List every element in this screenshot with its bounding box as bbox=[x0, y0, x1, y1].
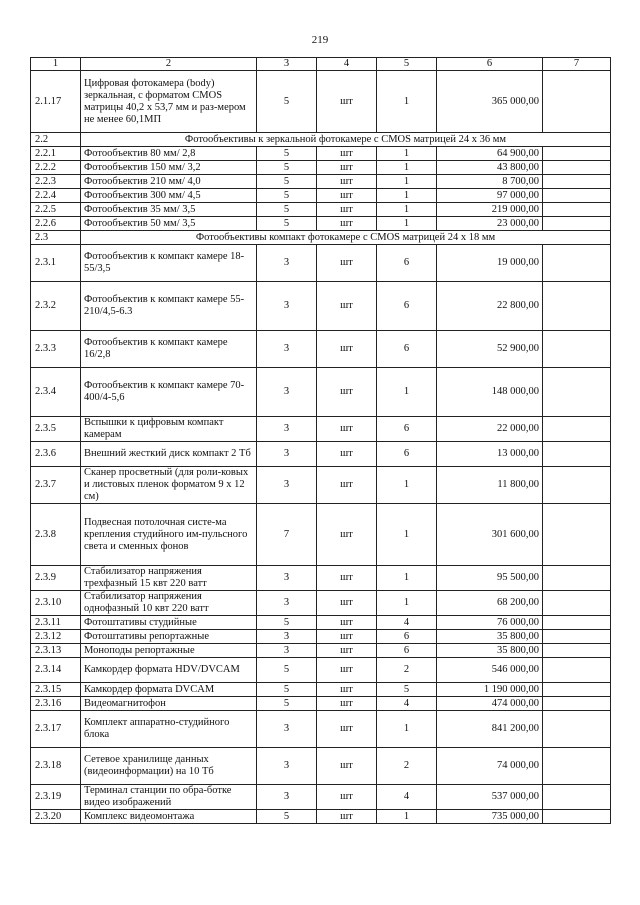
item-name: Видеомагнитофон bbox=[81, 697, 257, 711]
item-qty: 7 bbox=[257, 504, 317, 566]
table-row bbox=[31, 203, 611, 217]
item-unit: шт bbox=[317, 282, 377, 331]
item-extra bbox=[543, 71, 611, 133]
table-row bbox=[31, 697, 611, 711]
item-qty: 3 bbox=[257, 748, 317, 785]
column-header: 6 bbox=[437, 58, 543, 71]
item-name: Вспышки к цифровым компакт камерам bbox=[81, 417, 257, 442]
item-number: 2.2.1 bbox=[31, 147, 81, 161]
table-row bbox=[31, 616, 611, 630]
table-row bbox=[31, 467, 611, 504]
item-qty: 5 bbox=[257, 203, 317, 217]
table-row bbox=[31, 566, 611, 591]
item-count: 1 bbox=[377, 203, 437, 217]
item-price: 95 500,00 bbox=[437, 566, 543, 591]
item-unit: шт bbox=[317, 189, 377, 203]
item-count: 4 bbox=[377, 697, 437, 711]
item-count: 6 bbox=[377, 417, 437, 442]
table-row bbox=[31, 630, 611, 644]
item-number: 2.2.4 bbox=[31, 189, 81, 203]
item-unit: шт bbox=[317, 245, 377, 282]
item-qty: 5 bbox=[257, 658, 317, 683]
item-price: 735 000,00 bbox=[437, 810, 543, 824]
table-row bbox=[31, 658, 611, 683]
section-row bbox=[31, 133, 611, 147]
item-name: Комплекс видеомонтажа bbox=[81, 810, 257, 824]
item-price: 365 000,00 bbox=[437, 71, 543, 133]
item-unit: шт bbox=[317, 217, 377, 231]
item-unit: шт bbox=[317, 810, 377, 824]
item-number: 2.3.1 bbox=[31, 245, 81, 282]
item-number: 2.1.17 bbox=[31, 71, 81, 133]
item-count: 6 bbox=[377, 442, 437, 467]
item-count: 5 bbox=[377, 683, 437, 697]
item-count: 2 bbox=[377, 658, 437, 683]
item-unit: шт bbox=[317, 785, 377, 810]
item-number: 2.3.13 bbox=[31, 644, 81, 658]
item-qty: 5 bbox=[257, 616, 317, 630]
item-name: Фотообъектив к компакт камере 16/2,8 bbox=[81, 331, 257, 368]
item-count: 4 bbox=[377, 785, 437, 810]
item-unit: шт bbox=[317, 683, 377, 697]
item-price: 43 800,00 bbox=[437, 161, 543, 175]
item-name: Фотообъектив 300 мм/ 4,5 bbox=[81, 189, 257, 203]
item-name: Фотообъектив к компакт камере 55-210/4,5-6.3 bbox=[81, 282, 257, 331]
item-count: 4 bbox=[377, 616, 437, 630]
item-extra bbox=[543, 442, 611, 467]
column-header: 1 bbox=[31, 58, 81, 71]
item-name: Комплект аппаратно-студийного блока bbox=[81, 711, 257, 748]
item-extra bbox=[543, 203, 611, 217]
item-name: Терминал станции по обра-ботке видео изображений bbox=[81, 785, 257, 810]
item-count: 1 bbox=[377, 71, 437, 133]
item-price: 219 000,00 bbox=[437, 203, 543, 217]
item-qty: 5 bbox=[257, 147, 317, 161]
item-number: 2.3.8 bbox=[31, 504, 81, 566]
item-extra bbox=[543, 147, 611, 161]
item-price: 35 800,00 bbox=[437, 630, 543, 644]
item-extra bbox=[543, 711, 611, 748]
column-header: 5 bbox=[377, 58, 437, 71]
table-row bbox=[31, 147, 611, 161]
item-qty: 3 bbox=[257, 368, 317, 417]
item-name: Камкордер формата HDV/DVCAM bbox=[81, 658, 257, 683]
section-title: Фотообъективы к зеркальной фотокамере с CMOS матрицей 24 х 36 мм bbox=[81, 133, 611, 147]
item-name: Сканер просветный (для роли-ковых и листовых пленок форматом 9 х 12 см) bbox=[81, 467, 257, 504]
table-row bbox=[31, 442, 611, 467]
item-count: 6 bbox=[377, 331, 437, 368]
item-count: 6 bbox=[377, 245, 437, 282]
item-name: Подвесная потолочная систе-ма крепления студийного им-пульсного света и сменных фонов bbox=[81, 504, 257, 566]
table-row bbox=[31, 591, 611, 616]
item-price: 841 200,00 bbox=[437, 711, 543, 748]
item-extra bbox=[543, 467, 611, 504]
item-price: 19 000,00 bbox=[437, 245, 543, 282]
item-name: Фотообъектив 50 мм/ 3,5 bbox=[81, 217, 257, 231]
item-extra bbox=[543, 785, 611, 810]
item-price: 76 000,00 bbox=[437, 616, 543, 630]
item-extra bbox=[543, 591, 611, 616]
item-unit: шт bbox=[317, 644, 377, 658]
table-row bbox=[31, 175, 611, 189]
item-name: Фотоштативы репортажные bbox=[81, 630, 257, 644]
table-row bbox=[31, 711, 611, 748]
item-price: 22 800,00 bbox=[437, 282, 543, 331]
item-unit: шт bbox=[317, 566, 377, 591]
item-number: 2.3.18 bbox=[31, 748, 81, 785]
item-qty: 3 bbox=[257, 467, 317, 504]
column-header: 2 bbox=[81, 58, 257, 71]
table-row bbox=[31, 189, 611, 203]
item-extra bbox=[543, 245, 611, 282]
item-number: 2.2.2 bbox=[31, 161, 81, 175]
item-name: Внешний жесткий диск компакт 2 Тб bbox=[81, 442, 257, 467]
item-qty: 3 bbox=[257, 644, 317, 658]
item-price: 74 000,00 bbox=[437, 748, 543, 785]
item-price: 52 900,00 bbox=[437, 331, 543, 368]
item-unit: шт bbox=[317, 658, 377, 683]
item-price: 23 000,00 bbox=[437, 217, 543, 231]
item-number: 2.3.5 bbox=[31, 417, 81, 442]
item-qty: 3 bbox=[257, 566, 317, 591]
item-extra bbox=[543, 644, 611, 658]
table-row bbox=[31, 282, 611, 331]
item-price: 11 800,00 bbox=[437, 467, 543, 504]
table-row bbox=[31, 417, 611, 442]
item-unit: шт bbox=[317, 417, 377, 442]
item-unit: шт bbox=[317, 591, 377, 616]
item-name: Стабилизатор напряжения однофазный 10 квт 220 ватт bbox=[81, 591, 257, 616]
item-count: 1 bbox=[377, 591, 437, 616]
item-unit: шт bbox=[317, 616, 377, 630]
item-number: 2.3.7 bbox=[31, 467, 81, 504]
item-unit: шт bbox=[317, 203, 377, 217]
item-qty: 5 bbox=[257, 217, 317, 231]
item-extra bbox=[543, 566, 611, 591]
table-row bbox=[31, 644, 611, 658]
item-count: 6 bbox=[377, 630, 437, 644]
item-price: 64 900,00 bbox=[437, 147, 543, 161]
item-number: 2.3.10 bbox=[31, 591, 81, 616]
item-number: 2.3.16 bbox=[31, 697, 81, 711]
item-extra bbox=[543, 504, 611, 566]
item-unit: шт bbox=[317, 467, 377, 504]
item-qty: 5 bbox=[257, 71, 317, 133]
item-unit: шт bbox=[317, 161, 377, 175]
item-number: 2.3.14 bbox=[31, 658, 81, 683]
item-qty: 3 bbox=[257, 282, 317, 331]
item-name: Камкордер формата DVCAM bbox=[81, 683, 257, 697]
item-name: Фотообъектив к компакт камере 70-400/4-5,6 bbox=[81, 368, 257, 417]
item-unit: шт bbox=[317, 71, 377, 133]
column-header: 7 bbox=[543, 58, 611, 71]
item-price: 148 000,00 bbox=[437, 368, 543, 417]
item-count: 1 bbox=[377, 467, 437, 504]
equipment-table bbox=[30, 57, 611, 824]
table-row bbox=[31, 217, 611, 231]
item-price: 8 700,00 bbox=[437, 175, 543, 189]
item-price: 22 000,00 bbox=[437, 417, 543, 442]
item-price: 13 000,00 bbox=[437, 442, 543, 467]
section-number: 2.3 bbox=[31, 231, 81, 245]
item-unit: шт bbox=[317, 748, 377, 785]
item-count: 1 bbox=[377, 504, 437, 566]
item-count: 2 bbox=[377, 748, 437, 785]
item-qty: 3 bbox=[257, 785, 317, 810]
item-number: 2.3.19 bbox=[31, 785, 81, 810]
table-row bbox=[31, 748, 611, 785]
item-qty: 5 bbox=[257, 161, 317, 175]
item-name: Фотообъектив 150 мм/ 3,2 bbox=[81, 161, 257, 175]
item-number: 2.3.9 bbox=[31, 566, 81, 591]
item-name: Фотоштативы студийные bbox=[81, 616, 257, 630]
item-qty: 3 bbox=[257, 711, 317, 748]
item-unit: шт bbox=[317, 442, 377, 467]
item-number: 2.3.12 bbox=[31, 630, 81, 644]
item-name: Фотообъектив 80 мм/ 2,8 bbox=[81, 147, 257, 161]
item-unit: шт bbox=[317, 697, 377, 711]
item-number: 2.3.4 bbox=[31, 368, 81, 417]
item-number: 2.3.15 bbox=[31, 683, 81, 697]
item-number: 2.3.3 bbox=[31, 331, 81, 368]
table-row bbox=[31, 683, 611, 697]
item-extra bbox=[543, 161, 611, 175]
item-price: 97 000,00 bbox=[437, 189, 543, 203]
item-count: 1 bbox=[377, 161, 437, 175]
item-price: 474 000,00 bbox=[437, 697, 543, 711]
item-count: 1 bbox=[377, 810, 437, 824]
item-price: 35 800,00 bbox=[437, 644, 543, 658]
item-price: 68 200,00 bbox=[437, 591, 543, 616]
item-unit: шт bbox=[317, 175, 377, 189]
item-name: Стабилизатор напряжения трехфазный 15 квт 220 ватт bbox=[81, 566, 257, 591]
item-extra bbox=[543, 697, 611, 711]
table-row bbox=[31, 810, 611, 824]
item-count: 1 bbox=[377, 368, 437, 417]
item-count: 1 bbox=[377, 189, 437, 203]
item-extra bbox=[543, 810, 611, 824]
page-number: 219 bbox=[311, 34, 329, 46]
item-unit: шт bbox=[317, 504, 377, 566]
item-unit: шт bbox=[317, 147, 377, 161]
item-name: Фотообъектив к компакт камере 18-55/3,5 bbox=[81, 245, 257, 282]
item-count: 1 bbox=[377, 175, 437, 189]
table-row bbox=[31, 504, 611, 566]
item-name: Фотообъектив 35 мм/ 3,5 bbox=[81, 203, 257, 217]
item-name: Цифровая фотокамера (body) зеркальная, с форматом CMOS матрицы 40,2 х 53,7 мм и раз-мером не менее 60,1МП bbox=[81, 71, 257, 133]
table-row bbox=[31, 71, 611, 133]
item-qty: 3 bbox=[257, 591, 317, 616]
item-qty: 5 bbox=[257, 189, 317, 203]
item-extra bbox=[543, 616, 611, 630]
item-price: 1 190 000,00 bbox=[437, 683, 543, 697]
item-unit: шт bbox=[317, 630, 377, 644]
item-extra bbox=[543, 658, 611, 683]
item-count: 6 bbox=[377, 282, 437, 331]
item-extra bbox=[543, 683, 611, 697]
column-header: 3 bbox=[257, 58, 317, 71]
item-extra bbox=[543, 748, 611, 785]
item-unit: шт bbox=[317, 711, 377, 748]
item-extra bbox=[543, 217, 611, 231]
table-row bbox=[31, 331, 611, 368]
item-qty: 3 bbox=[257, 630, 317, 644]
item-extra bbox=[543, 189, 611, 203]
item-number: 2.2.6 bbox=[31, 217, 81, 231]
item-qty: 5 bbox=[257, 697, 317, 711]
item-number: 2.3.17 bbox=[31, 711, 81, 748]
table-row bbox=[31, 245, 611, 282]
item-qty: 3 bbox=[257, 245, 317, 282]
item-qty: 3 bbox=[257, 331, 317, 368]
item-price: 301 600,00 bbox=[437, 504, 543, 566]
item-qty: 5 bbox=[257, 683, 317, 697]
section-title: Фотообъективы компакт фотокамере с CMOS матрицей 24 х 18 мм bbox=[81, 231, 611, 245]
item-extra bbox=[543, 175, 611, 189]
item-number: 2.3.11 bbox=[31, 616, 81, 630]
item-unit: шт bbox=[317, 368, 377, 417]
item-qty: 3 bbox=[257, 442, 317, 467]
item-count: 1 bbox=[377, 147, 437, 161]
item-name: Фотообъектив 210 мм/ 4,0 bbox=[81, 175, 257, 189]
item-price: 546 000,00 bbox=[437, 658, 543, 683]
item-extra bbox=[543, 417, 611, 442]
item-number: 2.3.6 bbox=[31, 442, 81, 467]
table-row bbox=[31, 785, 611, 810]
item-qty: 3 bbox=[257, 417, 317, 442]
table-row bbox=[31, 161, 611, 175]
table-header-row bbox=[31, 58, 611, 71]
section-row bbox=[31, 231, 611, 245]
item-count: 1 bbox=[377, 566, 437, 591]
item-number: 2.2.5 bbox=[31, 203, 81, 217]
item-name: Сетевое хранилище данных (видеоинформации) на 10 Тб bbox=[81, 748, 257, 785]
item-name: Моноподы репортажные bbox=[81, 644, 257, 658]
item-extra bbox=[543, 331, 611, 368]
item-qty: 5 bbox=[257, 175, 317, 189]
table-row bbox=[31, 368, 611, 417]
item-number: 2.2.3 bbox=[31, 175, 81, 189]
item-extra bbox=[543, 368, 611, 417]
column-header: 4 bbox=[317, 58, 377, 71]
item-qty: 5 bbox=[257, 810, 317, 824]
section-number: 2.2 bbox=[31, 133, 81, 147]
item-count: 1 bbox=[377, 711, 437, 748]
item-price: 537 000,00 bbox=[437, 785, 543, 810]
item-number: 2.3.20 bbox=[31, 810, 81, 824]
item-count: 1 bbox=[377, 217, 437, 231]
item-extra bbox=[543, 282, 611, 331]
item-count: 6 bbox=[377, 644, 437, 658]
item-extra bbox=[543, 630, 611, 644]
item-number: 2.3.2 bbox=[31, 282, 81, 331]
item-unit: шт bbox=[317, 331, 377, 368]
